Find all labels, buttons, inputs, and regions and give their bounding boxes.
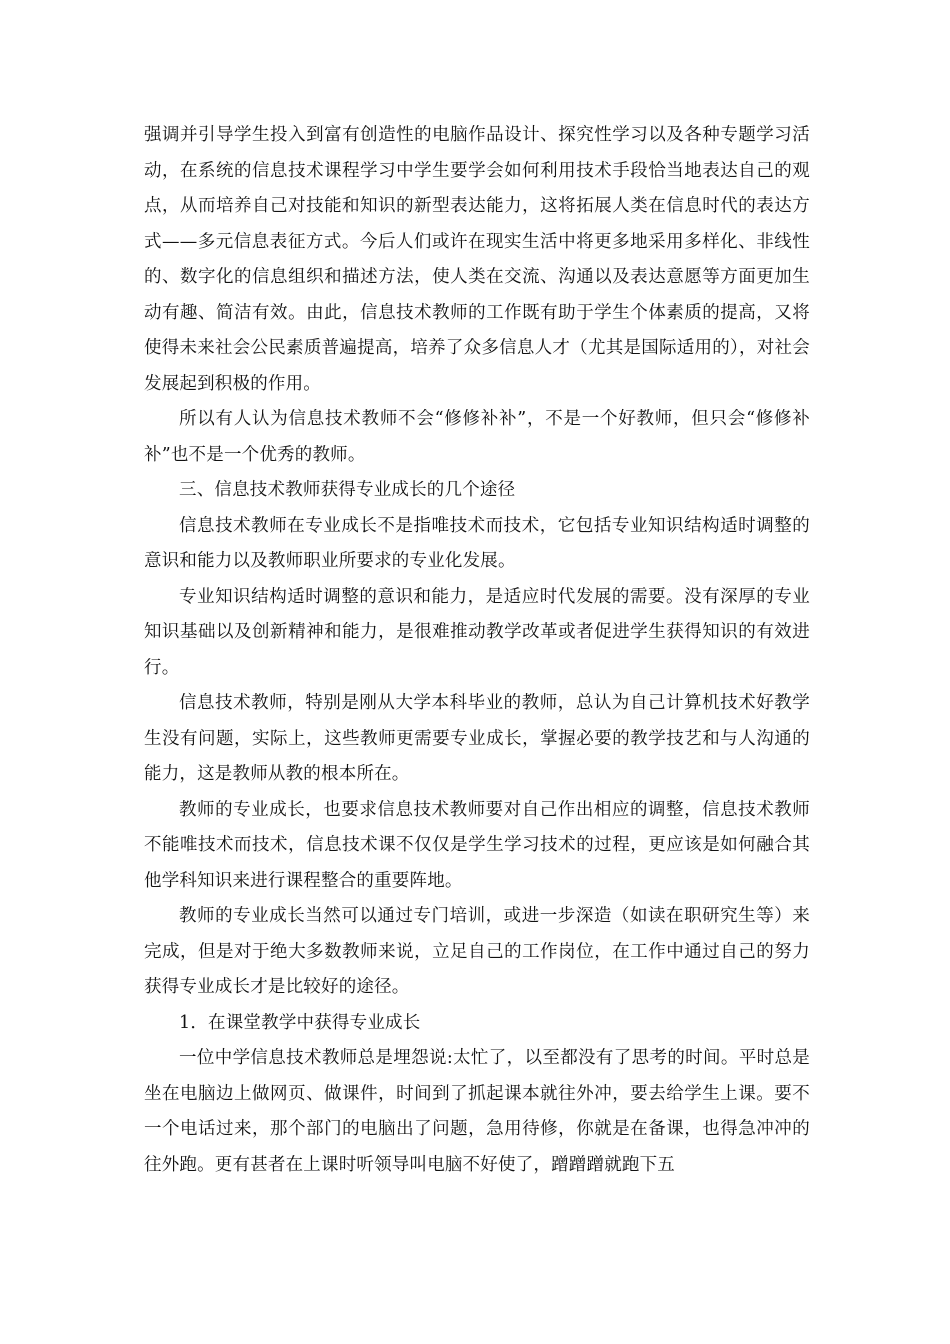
subheading-1: 1．在课堂教学中获得专业成长 (179, 1012, 421, 1033)
paragraph-6: 信息技术教师，特别是刚从大学本科毕业的教师，总认为自己计算机技术好教学生没有问题，实际上，这些教师更需要专业成长，掌握必要的教学技艺和与人沟通的能力，这是教师从教的根本所在。 (144, 693, 810, 784)
paragraph-5: 专业知识结构适时调整的意识和能力，是适应时代发展的需要。没有深厚的专业知识基础以及创新精神和能力，是很难推动教学改革或者促进学生获得知识的有效进行。 (144, 586, 810, 678)
paragraph-8: 教师的专业成长当然可以通过专门培训，或进一步深造（如读在职研究生等）来完成，但是对于绝大多数教师来说，立足自己的工作岗位，在工作中通过自己的努力获得专业成长才是比较好的途径。 (144, 906, 810, 997)
paragraph-4: 信息技术教师在专业成长不是指唯技术而技术，它包括专业知识结构适时调整的意识和能力以及教师职业所要求的专业化发展。 (144, 515, 810, 571)
paragraph-1: 强调并引导学生投入到富有创造性的电脑作品设计、探究性学习以及各种专题学习活动，在系统的信息技术课程学习中学生要学会如何利用技术手段恰当地表达自己的观点，从而培养自己对技能和知识的新型表达能力，这将拓展人类在信息时代的表达方式——多元信息表征方式。今后人们或许在现实生活中将更多地采用多样化、非线性的、数字化的信息组织和描述方法，使人类在交流、沟通以及表达意愿等方面更加生动有趣、简洁有效。由此，信息技术教师的工作既有助于学生个体素质的提高，又将使得未来社会公民素质普遍提高，培养了众多信息人才（尤其是国际适用的），对社会发展起到积极的作用。 (144, 125, 810, 394)
paragraph-2: 所以有人认为信息技术教师不会“修修补补”，不是一个好教师，但只会“修修补补”也不是一个优秀的教师。 (144, 409, 810, 465)
paragraph-10: 一位中学信息技术教师总是埋怨说:太忙了，以至都没有了思考的时间。平时总是坐在电脑边上做网页、做课件，时间到了抓起课本就往外冲，要去给学生上课。要不一个电话过来，那个部门的电脑出了问题，急用待修，你就是在备课，也得急冲冲的往外跑。更有甚者在上课时听领导叫电脑不好使了，蹭蹭蹭就跑下五 (144, 1048, 810, 1175)
body-text (144, 118, 810, 1183)
section-heading-3: 三、信息技术教师获得专业成长的几个途径 (179, 480, 516, 500)
paragraph-7: 教师的专业成长，也要求信息技术教师要对自己作出相应的调整，信息技术教师不能唯技术而技术，信息技术课不仅仅是学生学习技术的过程，更应该是如何融合其他学科知识来进行课程整合的重要阵地。 (144, 799, 810, 891)
